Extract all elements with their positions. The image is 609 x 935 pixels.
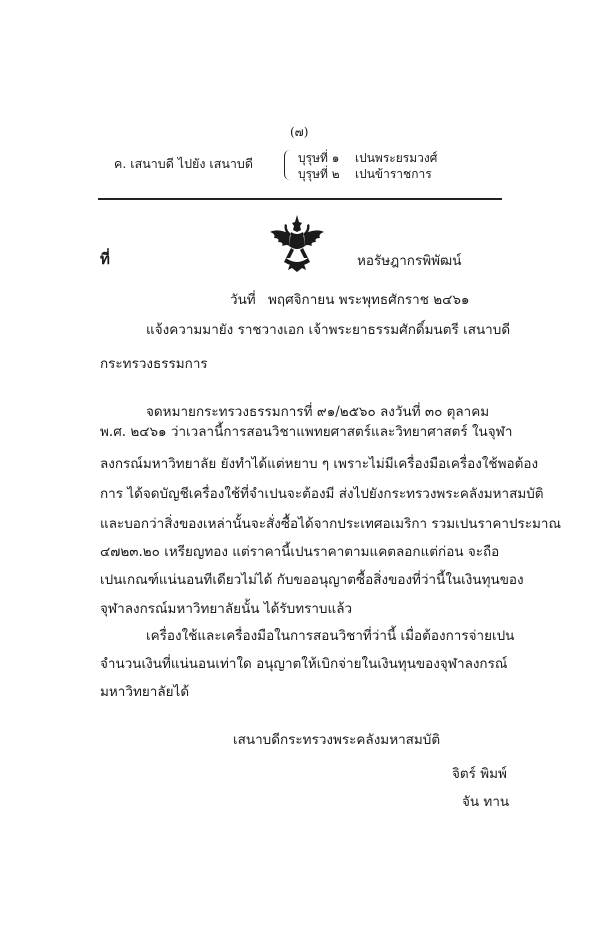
- office-name: หอรัษฎากรพิพัฒน์: [357, 253, 462, 269]
- body-line: และบอกว่าสิ่งของเหล่านั้นจะสั่งซื้อได้จากประเทศอเมริกา รวมเปนราคาประมาณ: [100, 516, 562, 532]
- body-line: จดหมายกระทรวงธรรมการที่ ๙๑/๒๕๖๐ ลงวันที่ ๓๐ ตุลาคม: [146, 404, 490, 420]
- body-line: พ.ศ. ๒๔๖๑ ว่าเวลานี้การสอนวิชาแพทยศาสตร์และวิทยาศาสตร์ ในจุฬา: [100, 424, 513, 440]
- page-number: (๗): [290, 125, 309, 139]
- routing-line: ค. เสนาบดี ไปยัง เสนาบดี: [114, 156, 253, 171]
- date-label: วันที่: [230, 292, 256, 308]
- header-rule: [98, 198, 502, 200]
- typed-by: จิตร์ พิมพ์: [452, 766, 507, 782]
- place-label: ที่: [100, 250, 110, 268]
- signature-title: เสนาบดีกระทรวงพระคลังมหาสมบัติ: [233, 732, 441, 748]
- date-value: พฤศจิกายน พระพุทธศักราช ๒๔๖๑: [268, 292, 470, 308]
- body-line: เปนเกณฑ์แน่นอนทีเดียวไม่ได้ กับขออนุญาตซื้อสิ่งของที่ว่านี้ในเงินทุนของ: [100, 572, 524, 588]
- garuda-emblem-icon: [266, 212, 328, 274]
- body-line: การ ได้จดบัญชีเครื่องใช้ที่จำเปนจะต้องมี ส่งไปยังกระทรวงพระคลังมหาสมบัติ: [100, 486, 544, 502]
- routing-item-2-label: บุรุษที่ ๒: [298, 167, 340, 181]
- routing-item-1-desc: เปนพระยรมวงศ์: [355, 151, 438, 165]
- routing-brace: [284, 150, 293, 180]
- body-line: จำนวนเงินที่แน่นอนเท่าใด อนุญาตให้เบิกจ่ายในเงินทุนของจุฬาลงกรณ์: [100, 656, 508, 672]
- body-line: มหาวิทยาลัยได้: [100, 684, 190, 700]
- body-line: เครื่องใช้และเครื่องมือในการสอนวิชาที่ว่านี้ เมื่อต้องการจ่ายเปน: [146, 628, 515, 644]
- checked-by: จัน ทาน: [462, 794, 510, 810]
- body-line: จุฬาลงกรณ์มหาวิทยาลัยนั้น ได้รับทราบแล้ว: [100, 601, 353, 617]
- routing-item-1-label: บุรุษที่ ๑: [298, 151, 340, 165]
- body-line: ลงกรณ์มหาวิทยาลัย ยังทำได้แต่หยาบ ๆ เพราะไม่มีเครื่องมือเครื่องใช้พอต้อง: [100, 456, 539, 472]
- salutation-line-2: กระทรวงธรรมการ: [100, 356, 208, 372]
- routing-item-2-desc: เปนข้าราชการ: [355, 167, 432, 181]
- salutation-line-1: แจ้งความมายัง ราชวางเอก เจ้าพระยาธรรมศักดิ์มนตรี เสนาบดี: [146, 322, 511, 338]
- body-line: ๔๗๒๓.๒๐ เหรียญทอง แต่ราคานี้เปนราคาตามแคตลอกแต่ก่อน จะถือ: [100, 544, 500, 560]
